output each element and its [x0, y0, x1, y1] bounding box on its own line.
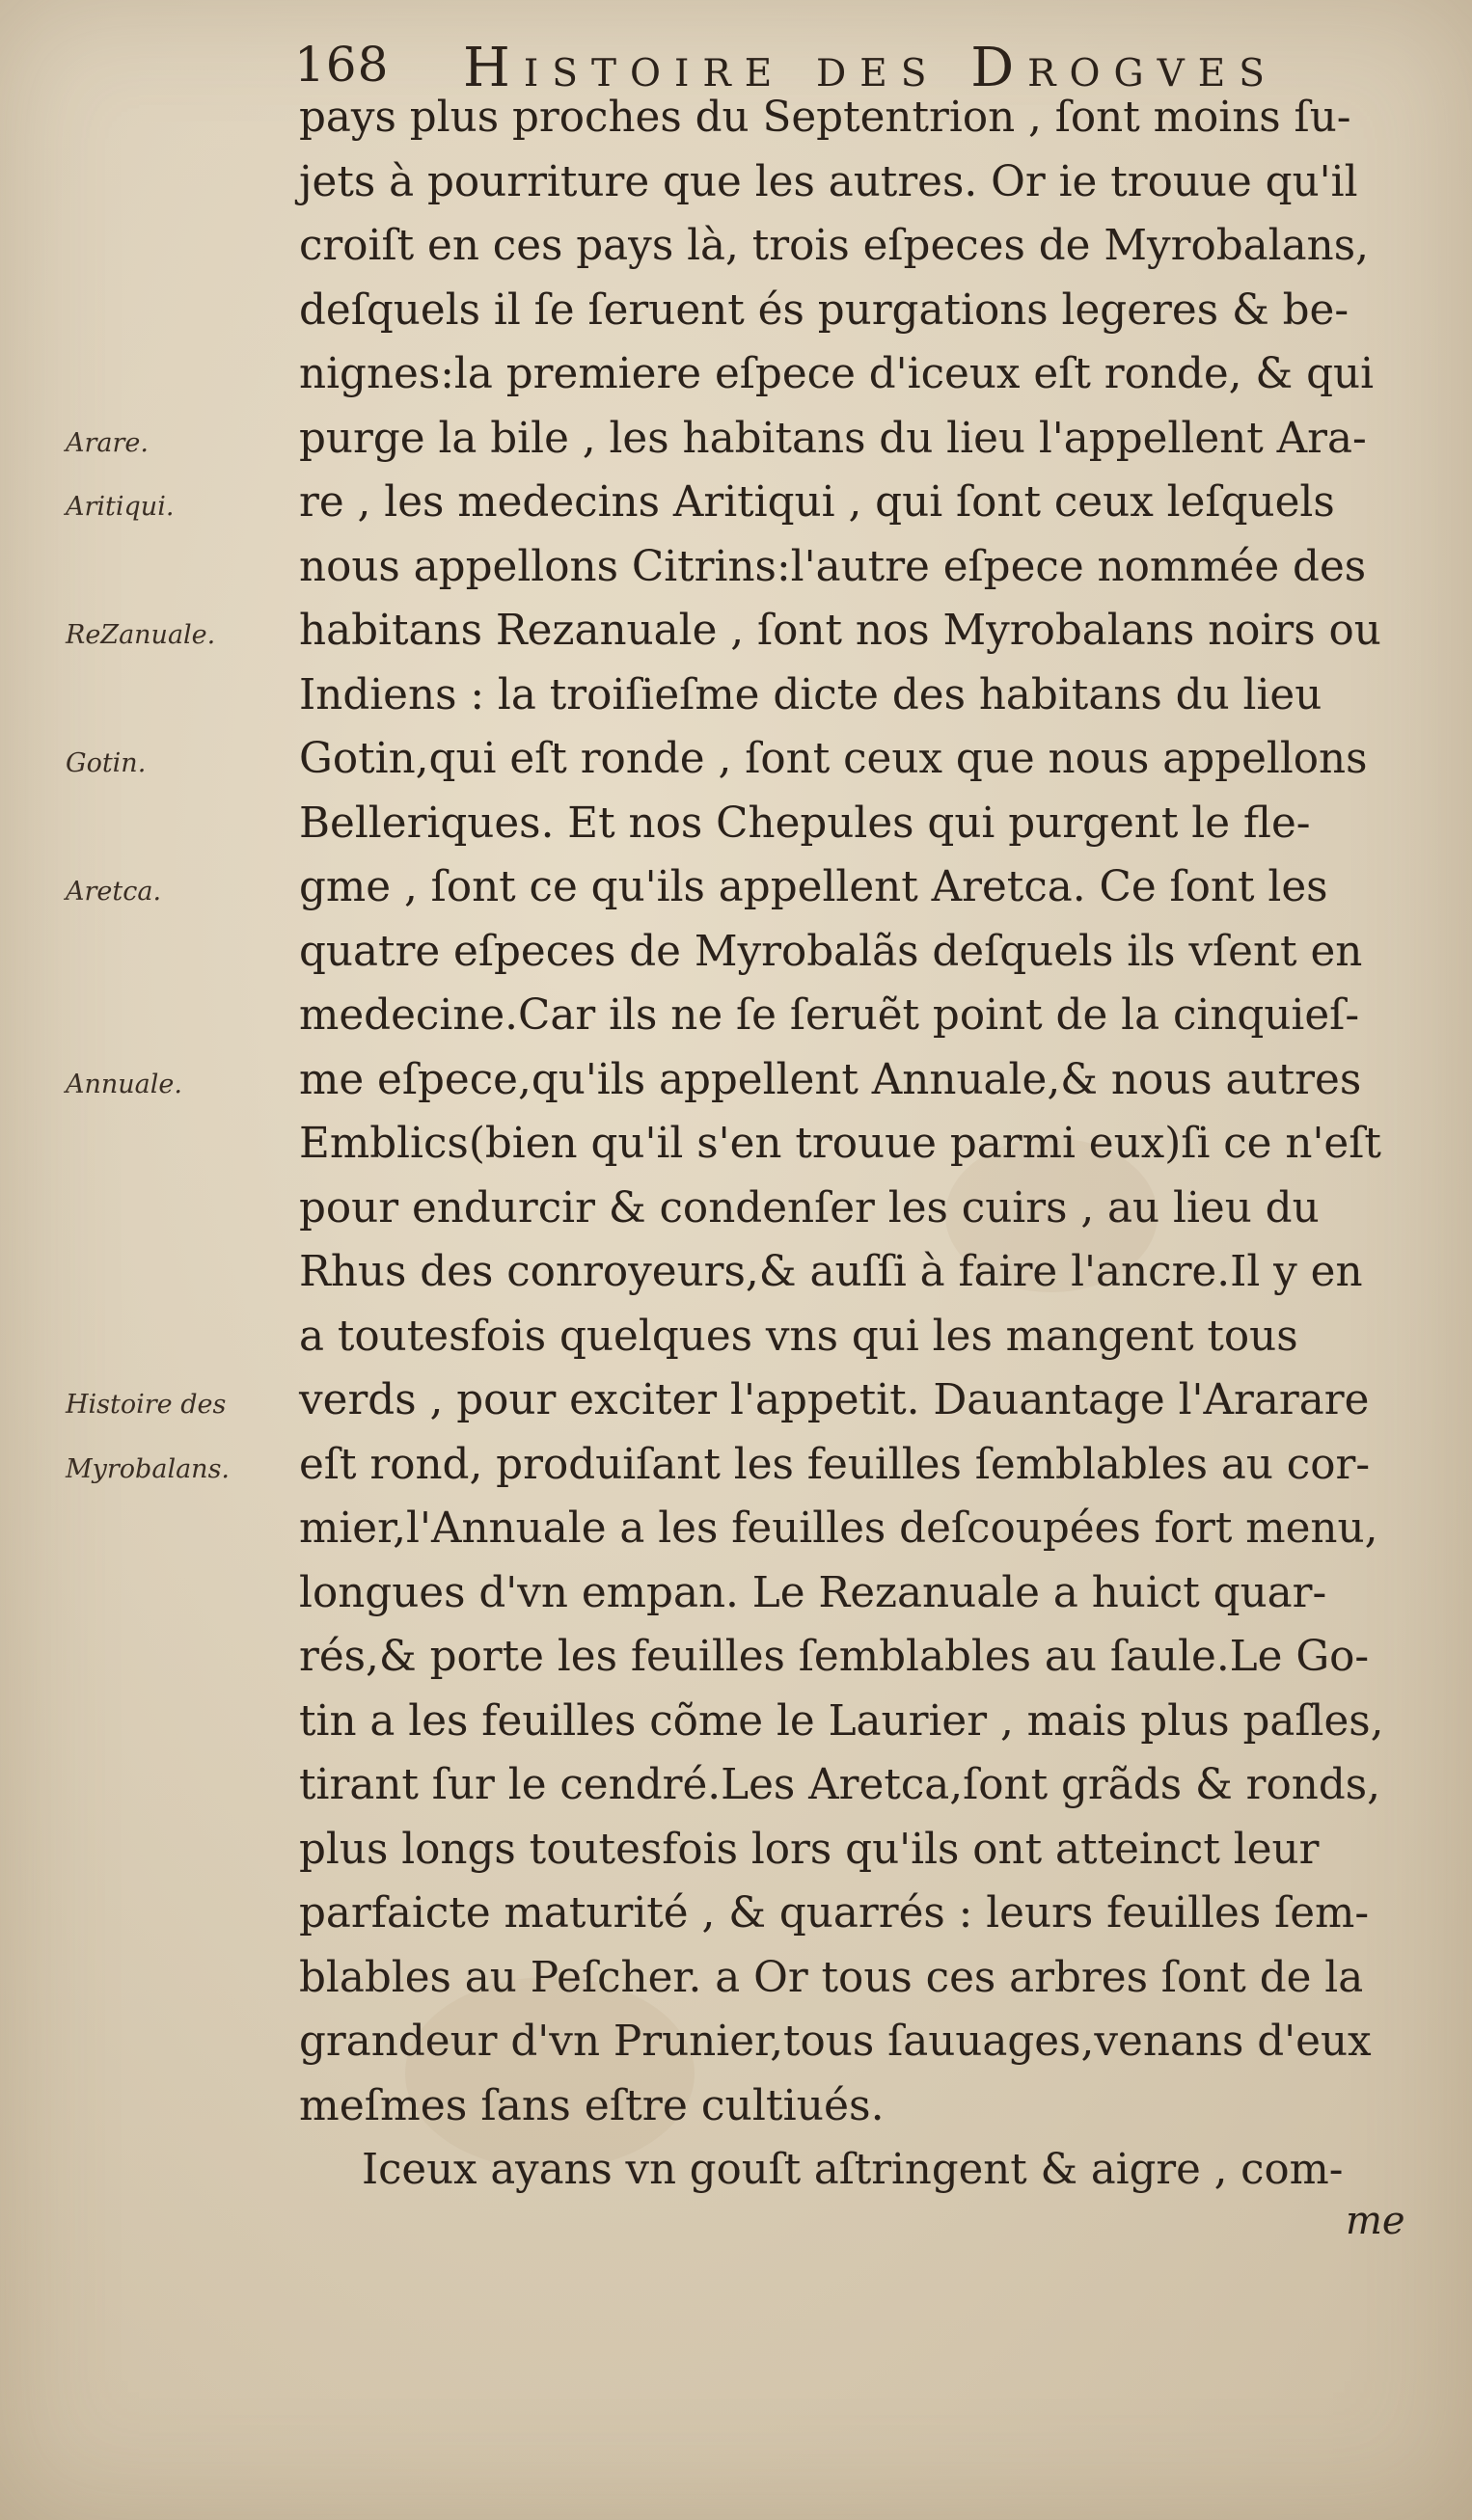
text-line: me eſpece,qu'ils appellent Annuale,& nous autres [299, 1054, 1362, 1104]
text-line: a toutesfois quelques vns qui les mangent tous [299, 1311, 1298, 1361]
text-line: re , les medecins Aritiqui , qui ſont ceux leſquels [299, 477, 1335, 527]
text-line: Rhus des conroyeurs,& auſſi à faire l'ancre.Il y en [299, 1247, 1363, 1296]
catchword: me [1346, 2199, 1405, 2243]
text-line: mier,l'Annuale a les feuilles deſcoupées fort menu, [299, 1504, 1378, 1553]
text-line: pour endurcir & condenſer les cuirs , au lieu du [299, 1182, 1320, 1233]
margin-note: Arare. [66, 427, 149, 458]
text-line: croiſt en ces pays là, trois eſpeces de Myrobalans, [299, 221, 1369, 270]
text-line: tirant ſur le cendré.Les Aretca,ſont grãds & ronds, [299, 1760, 1381, 1809]
text-line: longues d'vn empan. Le Rezanuale a huict quar- [299, 1567, 1327, 1617]
margin-note: Histoire des [66, 1390, 227, 1420]
text-line: Belleriques. Et nos Chepules qui purgent le fle- [299, 798, 1311, 848]
text-line: Iceux ayans vn gouſt aſtringent & aigre , com- [362, 2145, 1344, 2194]
text-line: tin a les feuilles cõme le Laurier , mais plus paſles, [299, 1695, 1384, 1746]
text-line: blables au Peſcher. a Or tous ces arbres ſont de la [299, 1952, 1364, 2002]
margin-note: ReZanuale. [66, 620, 216, 650]
text-line: gme , ſont ce qu'ils appellent Aretca. Ce ſont les [299, 862, 1328, 911]
margin-note: Myrobalans. [66, 1453, 231, 1484]
running-head: Histoire des Drogves [463, 37, 1278, 99]
text-line: deſquels il ſe ſeruent és purgations legeres & be- [299, 285, 1349, 335]
margin-note: Aretca. [66, 877, 162, 907]
text-line: plus longs toutesfois lors qu'ils ont atteinct leur [299, 1824, 1320, 1874]
page-header [294, 27, 1384, 99]
text-line: purge la bile , les habitans du lieu l'appellent Ara- [299, 413, 1367, 463]
text-line: Emblics(bien qu'il s'en trouue parmi eux)ſi ce n'eſt [299, 1119, 1381, 1168]
text-line: medecine.Car ils ne ſe ſeruẽt point de la cinquieſ- [299, 990, 1360, 1040]
text-line: verds , pour exciter l'appetit. Dauantage l'Ararare [299, 1375, 1370, 1424]
text-line: eſt rond, produiſant les feuilles ſemblables au cor- [299, 1439, 1371, 1489]
margin-note: Gotin. [66, 748, 147, 778]
margin-note: Annuale. [66, 1069, 182, 1099]
paper-stain [405, 1977, 695, 2170]
text-line: Indiens : la troiſieſme dicte des habitans du lieu [299, 669, 1322, 719]
text-line: pays plus proches du Septentrion , ſont moins ſu- [299, 93, 1351, 142]
text-line: grandeur d'vn Prunier,tous ſauuages,venans d'eux [299, 2017, 1372, 2066]
text-line: rés,& porte les feuilles ſemblables au ſaule.Le Go- [299, 1632, 1370, 1681]
text-line: nous appellons Citrins:l'autre eſpece nommée des [299, 541, 1367, 591]
text-line: jets à pourriture que les autres. Or ie trouue qu'il [299, 156, 1358, 206]
text-line: meſmes ſans eſtre cultiués. [299, 2080, 885, 2130]
text-line: parfaicte maturité , & quarrés : leurs feuilles ſem- [299, 1888, 1370, 1937]
text-line: nignes:la premiere eſpece d'iceux eſt ronde, & qui [299, 349, 1375, 398]
text-line: quatre eſpeces de Myrobalãs deſquels ils vſent en [299, 926, 1363, 976]
margin-note: Aritiqui. [66, 492, 175, 522]
text-line: habitans Rezanuale , ſont nos Myrobalans noirs ou [299, 606, 1381, 655]
page-number: 168 [294, 37, 390, 93]
text-line: Gotin,qui eſt ronde , ſont ceux que nous appellons [299, 734, 1368, 783]
